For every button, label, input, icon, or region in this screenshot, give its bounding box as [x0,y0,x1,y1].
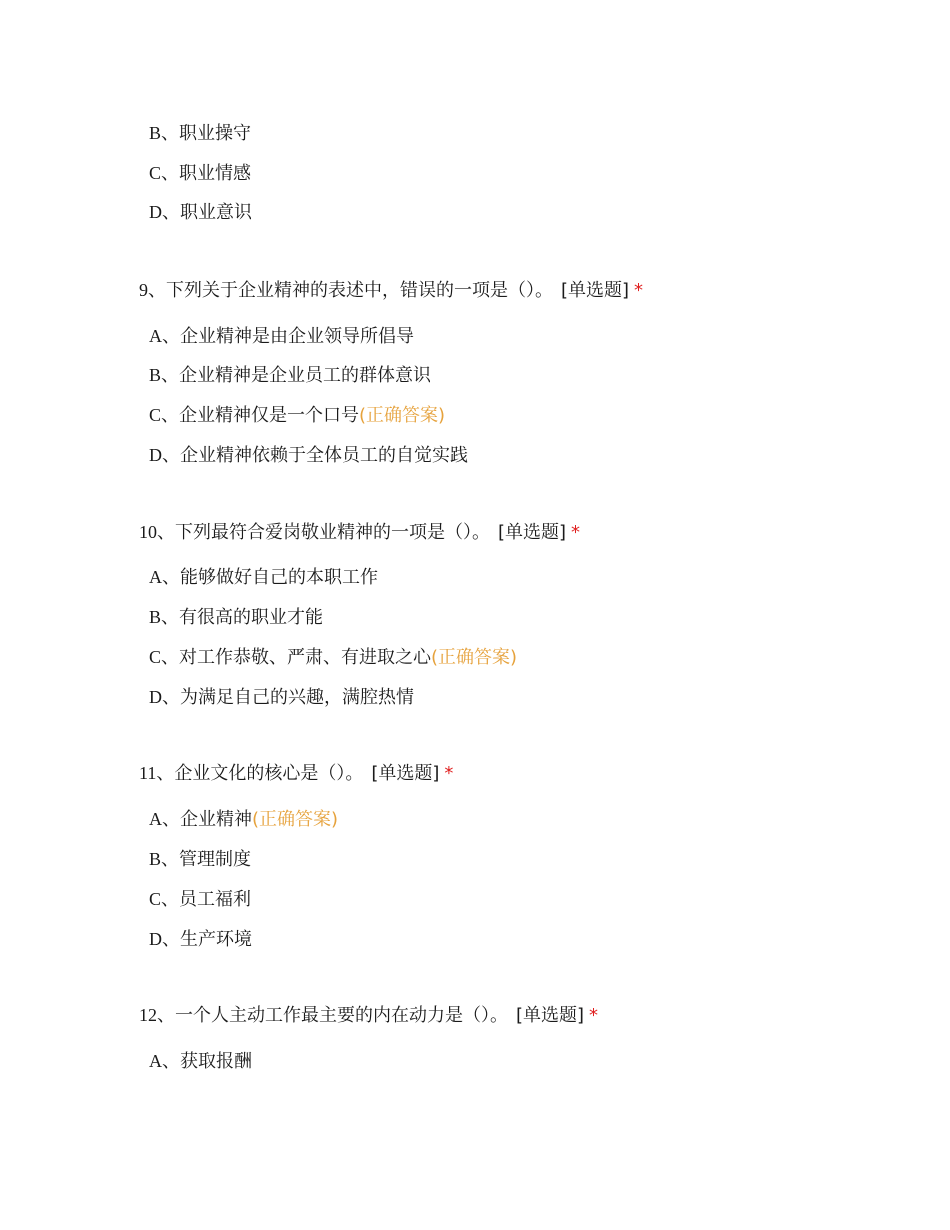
option-line [149,565,378,590]
option-text: 企业精神仅是一个口号 [179,405,360,426]
option-letter: B [149,849,162,869]
option-letter: B [149,365,162,385]
option-line [149,887,251,912]
question-number: 12 [139,1005,157,1025]
option-separator: 、 [161,365,180,386]
option-text: 管理制度 [179,849,252,870]
option-letter: A [149,809,162,829]
option-text: 为满足自己的兴趣，满腔热情 [180,687,414,708]
option-text: 职业情感 [179,163,252,184]
option-separator: 、 [161,889,180,910]
option-separator: 、 [162,326,180,347]
question-number: 9 [139,280,148,300]
option-letter: D [149,687,162,707]
question-title [139,278,643,303]
option-line [149,161,251,186]
question-type-label: [单选题] [498,522,567,543]
option-line [149,605,323,630]
option-text: 对工作恭敬、严肃、有进取之心 [179,647,432,668]
option-line [149,807,338,832]
option-letter: C [149,163,162,183]
option-separator: 、 [162,1051,180,1072]
option-letter: C [149,889,162,909]
option-text: 职业意识 [180,202,252,223]
option-letter: C [149,405,162,425]
option-letter: A [149,326,162,346]
question-separator: 、 [157,1005,175,1026]
option-text: 有很高的职业才能 [179,607,324,628]
option-letter: B [149,607,162,627]
option-letter: D [149,445,162,465]
question-text: 企业文化的核心是（）。 [174,763,364,784]
option-line [149,847,251,872]
question-text: 一个人主动工作最主要的内在动力是（）。 [175,1005,508,1026]
option-line [149,443,468,468]
option-text: 获取报酬 [180,1051,252,1072]
option-line [149,685,414,710]
option-letter: C [149,647,162,667]
option-line [149,927,252,952]
question-separator: 、 [148,280,166,301]
option-separator: 、 [161,647,180,668]
option-line [149,363,431,388]
option-line [149,121,251,146]
question-title [139,1003,598,1028]
option-separator: 、 [162,929,180,950]
option-separator: 、 [161,405,180,426]
required-asterisk: * [589,1005,599,1026]
option-line [149,200,252,225]
option-letter: A [149,567,162,587]
correct-answer-mark: (正确答案) [431,647,518,668]
question-title [139,520,580,545]
option-separator: 、 [161,607,180,628]
question-type-label: [单选题] [516,1005,585,1026]
option-text: 职业操守 [179,123,252,144]
question-separator: 、 [157,522,175,543]
question-title [139,761,453,786]
option-text: 企业精神是由企业领导所倡导 [180,326,414,347]
option-text: 能够做好自己的本职工作 [180,567,378,588]
option-line [149,645,517,670]
option-separator: 、 [161,123,180,144]
question-separator: 、 [156,763,175,784]
correct-answer-mark: (正确答案) [359,405,446,426]
question-number: 10 [139,522,157,542]
question-type-label: [单选题] [371,763,440,784]
question-text: 下列最符合爱岗敬业精神的一项是（）。 [175,522,490,543]
option-separator: 、 [161,849,180,870]
option-separator: 、 [161,163,180,184]
required-asterisk: * [571,522,581,543]
option-separator: 、 [162,567,180,588]
option-letter: D [149,929,162,949]
option-line [149,1049,252,1074]
option-line [149,403,445,428]
question-number: 11 [139,763,157,783]
option-text: 员工福利 [179,889,252,910]
option-letter: D [149,202,162,222]
option-text: 生产环境 [180,929,252,950]
option-separator: 、 [162,809,180,830]
correct-answer-mark: (正确答案) [252,809,339,830]
option-separator: 、 [162,687,180,708]
option-letter: A [149,1051,162,1071]
required-asterisk: * [444,763,454,784]
option-letter: B [149,123,162,143]
option-text: 企业精神依赖于全体员工的自觉实践 [180,445,468,466]
option-separator: 、 [162,202,180,223]
required-asterisk: * [634,280,644,301]
question-type-label: [单选题] [561,280,630,301]
option-text: 企业精神 [180,809,252,830]
question-text: 下列关于企业精神的表述中，错误的一项是（）。 [166,280,553,301]
option-text: 企业精神是企业员工的群体意识 [179,365,432,386]
option-line [149,324,414,349]
option-separator: 、 [162,445,180,466]
